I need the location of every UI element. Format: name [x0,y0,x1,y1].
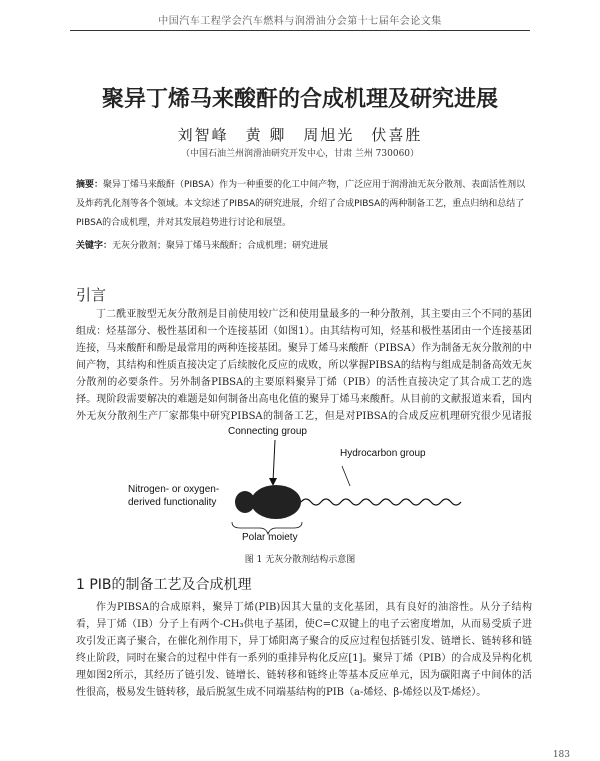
abstract [76,176,530,233]
section-heading-1: 1 PIB的制备工艺及合成机理 [76,577,252,593]
label-polar-moiety: Polar moiety [242,532,298,543]
label-hydrocarbon-group: Hydrocarbon group [340,448,426,459]
label-polar-line1: Nitrogen- or oxygen- [128,484,220,495]
label-polar-line2: derived functionality [128,497,217,508]
hydrocarbon-leader [342,466,350,486]
connecting-body [251,485,301,519]
affiliation: （中国石油兰州润滑油研究开发中心，甘肃 兰州 730060） [180,149,420,159]
abstract-text: 聚异丁烯马来酸酐（PIBSA）作为一种重要的化工中间产物，广泛应用于润滑油无灰分散剂、表面活性剂以及炸药乳化剂等各个领域。本文综述了PIBSA的研究进展，介绍了合成PIBSA的两种制备工艺，重点归纳和总结了PIBSA的合成机理，并对其发展趋势进行讨论和展望。 [76,180,526,228]
connecting-arrow [273,440,275,482]
header-rule [70,30,530,31]
keywords-text: 无灰分散剂；聚异丁烯马来酸酐；合成机理；研究进展 [112,241,329,251]
page-number: 183 [552,750,570,760]
hydrocarbon-chain [301,499,461,505]
label-connecting-group: Connecting group [228,426,307,437]
abstract-label: 摘要： [76,180,104,190]
connecting-arrowhead [269,478,277,486]
section-1-paragraph: 作为PIBSA的合成原料，聚异丁烯(PIB)因其大量的支化基团，具有良好的油溶性。从分子结构看，异丁烯（IB）分子上有两个-CH₃供电子基团，使C=C双键上的电子云密度增加，从而易受质子进攻引发正离子聚合，在催化剂作用下，异丁烯阳离子聚合的反应过程包括链引发、链增长、链转移和链终止阶段，同时在聚合的过程中伴有一系列的重排异构化反应[1]。聚异丁烯（PIB）的合成及异构化机理如图2所示，其经历了链引发、链增长、链转移和链终止等基本反应单元，因为碳阳离子中间体的活性很高，极易发生链转移，最后脱氢生成不同端基结构的PIB（a-烯烃、β-烯烃以及T-烯烃）。 [76,602,532,698]
running-header: 中国汽车工程学会汽车燃料与润滑油分会第十七届年会论文集 [158,16,442,27]
authors: 刘智峰 黄 卿 周旭光 伏喜胜 [177,126,423,144]
intro-paragraph: 丁二酰亚胺型无灰分散剂是目前使用较广泛和使用量最多的一种分散剂，其主要由三个不同的基团组成：烃基部分、极性基团和一个连接基团（如图1）。由其结构可知，烃基和极性基团由一个连接基团连接，马来酸酐和酚是最常用的两种连接基团。聚异丁烯马来酸酐（PIBSA）作为制备无灰分散剂的中间产物，其结构和性质直接决定了后续胺化反应的成败，所以掌握PIBSA的结构与组成是制备高效无灰分散剂的必要条件。另外制备PIBSA的主要原料聚异丁烯（PIB）的活性直接决定了其合成工艺的选择。现阶段需要解决的难题是如何制备出高电化值的聚异丁烯马来酸酐。从目前的文献报道来看，国内外无灰分散剂生产厂家都集中研究PIBSA的制备工艺，但是对PIBSA的合成反应机理研究很少见诸报 [76,309,532,422]
keywords-label: 关键字： [76,241,113,251]
figure-caption: 图 1 无灰分散剂结构示意图 [244,555,356,565]
section-heading-intro: 引言 [76,286,107,304]
paper-title: 聚异丁烯马来酸酐的合成机理及研究进展 [101,87,498,112]
keywords [76,238,530,251]
figure-1 [128,426,470,546]
